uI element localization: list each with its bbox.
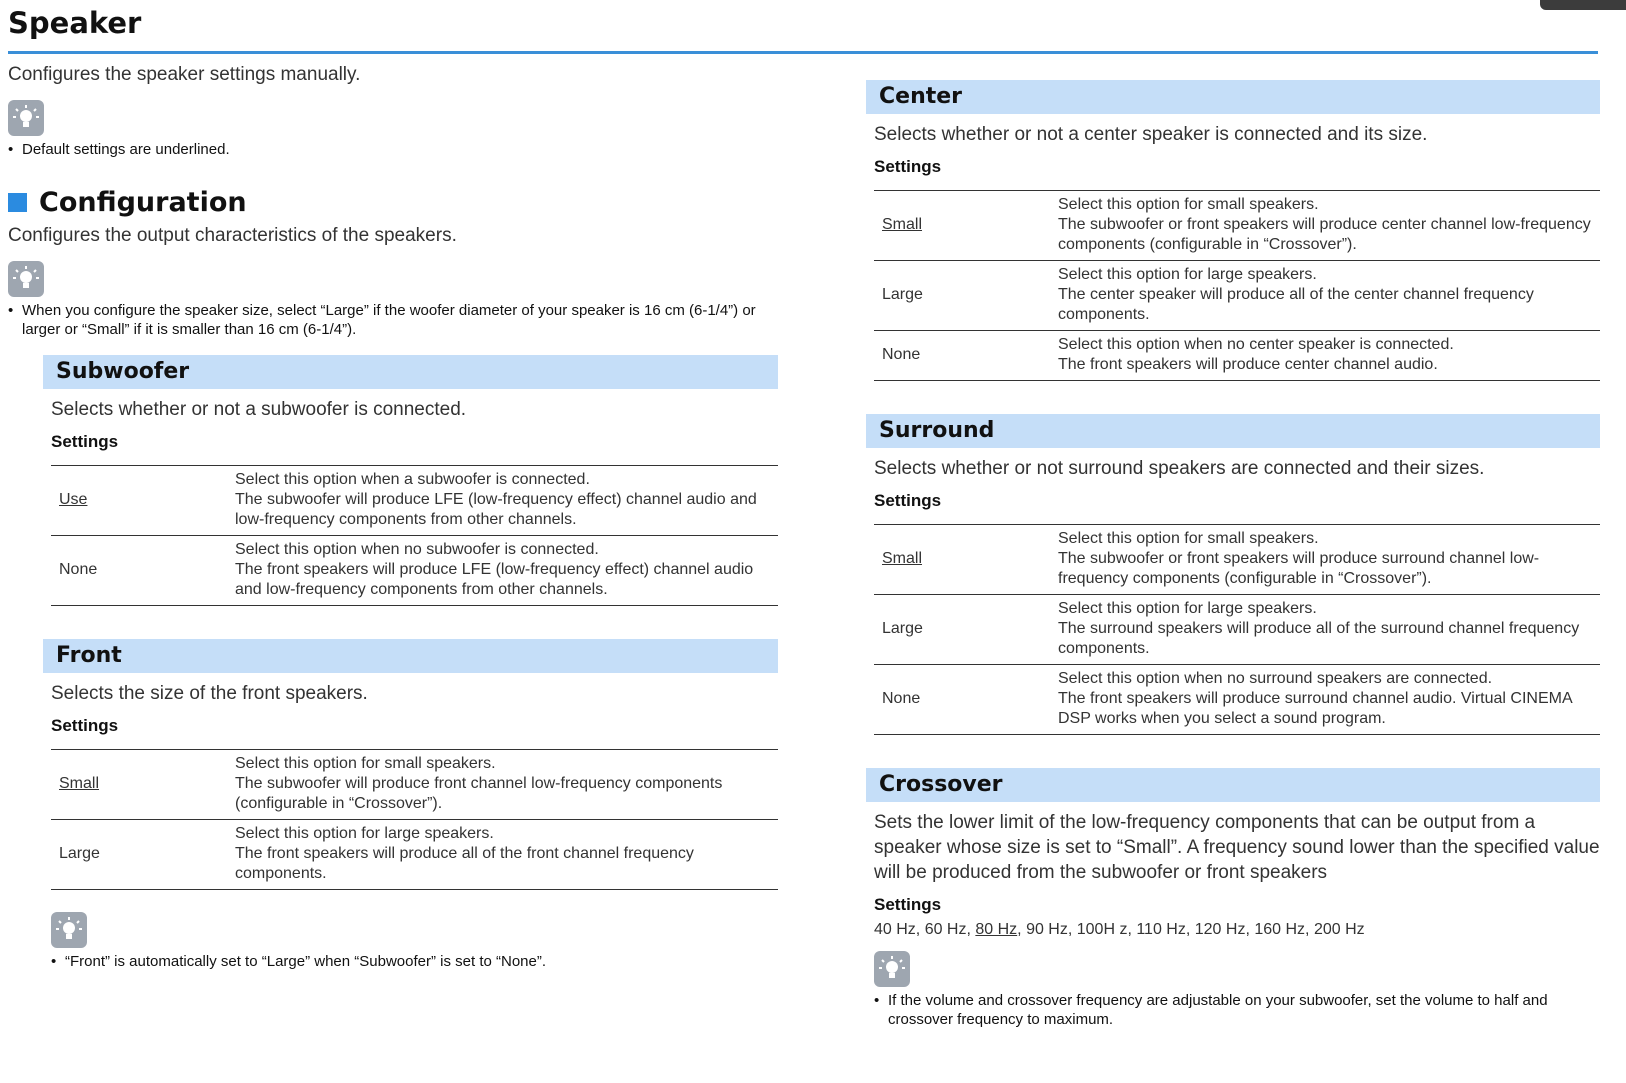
window-corner-tab: [1540, 0, 1626, 10]
option-name: None: [874, 665, 1058, 735]
option-row: [51, 466, 778, 536]
crossover-value: 90 Hz: [1026, 921, 1068, 938]
subwoofer-options-table: [51, 465, 778, 606]
option-description: [1058, 261, 1600, 331]
option-description-line: The surround speakers will produce all of the surround channel frequency components.: [1058, 620, 1580, 657]
option-rows: [51, 466, 778, 606]
crossover-section: [866, 768, 1600, 1029]
intro-text: Configures the speaker settings manually.: [8, 64, 361, 85]
center-desc: Selects whether or not a center speaker is connected and its size.: [874, 124, 1428, 145]
option-description-line: Select this option for large speakers.: [1058, 266, 1317, 283]
lightbulb-hint-icon: [8, 100, 44, 136]
option-description: [235, 820, 778, 890]
option-name: Large: [874, 261, 1058, 331]
crossover-desc: Sets the lower limit of the low-frequency components that can be output from a speaker whose size is set to “Small”. A frequency sound lower than the specified value will be produced from the subwoofer or front speakers: [874, 812, 1600, 883]
option-description: [235, 536, 778, 606]
front-desc: Selects the size of the front speakers.: [51, 683, 368, 704]
option-row: [874, 331, 1600, 381]
option-rows: [874, 525, 1600, 735]
subwoofer-heading: Subwoofer: [43, 355, 778, 389]
crossover-value: 60 Hz: [924, 921, 967, 938]
option-name: Small: [51, 750, 235, 820]
option-description-line: The subwoofer or front speakers will produce center channel low-frequency components (configurable in “Crossover”).: [1058, 216, 1591, 253]
option-row: [51, 750, 778, 820]
option-name: None: [874, 331, 1058, 381]
option-row: [874, 595, 1600, 665]
option-description-line: Select this option when no center speaker is connected.: [1058, 336, 1454, 353]
option-row: [874, 665, 1600, 735]
right-column: [866, 80, 1600, 1029]
subwoofer-section: [43, 355, 778, 606]
lightbulb-hint-icon: [874, 951, 910, 987]
crossover-value: 80 Hz: [975, 921, 1018, 938]
configuration-title: Configuration: [39, 186, 247, 218]
option-name: Small: [874, 525, 1058, 595]
option-description-line: Select this option for large speakers.: [1058, 600, 1317, 617]
option-description: [235, 750, 778, 820]
option-description-line: The subwoofer will produce front channel low-frequency components (configurable in “Crossover”).: [235, 775, 723, 812]
crossover-note: • If the volume and crossover frequency are adjustable on your subwoofer, set the volume to half and crossover frequency to maximum.: [874, 991, 1600, 1029]
option-rows: [51, 750, 778, 890]
option-row: [874, 191, 1600, 261]
option-description-line: Select this option for large speakers.: [235, 825, 494, 842]
center-section: [866, 80, 1600, 381]
settings-label: Settings: [874, 157, 942, 176]
option-description: [1058, 191, 1600, 261]
option-name: Large: [874, 595, 1058, 665]
option-description-line: Select this option when no subwoofer is connected.: [235, 541, 599, 558]
center-options-table: [874, 190, 1600, 381]
settings-label: Settings: [51, 432, 119, 451]
option-description-line: Select this option for small speakers.: [1058, 196, 1319, 213]
option-description: [1058, 331, 1600, 381]
option-name: Large: [51, 820, 235, 890]
front-heading: Front: [43, 639, 778, 673]
option-description-line: Select this option when a subwoofer is connected.: [235, 471, 590, 488]
settings-label: Settings: [874, 491, 942, 510]
heading-square-icon: [8, 193, 27, 212]
crossover-values: 40 Hz, 60 Hz, 80 Hz, 90 Hz, 100H z, 110 Hz, 120 Hz, 160 Hz, 200 Hz: [874, 921, 1365, 938]
option-description-line: Select this option for small speakers.: [1058, 530, 1319, 547]
surround-options-table: [874, 524, 1600, 735]
left-column: [8, 62, 778, 971]
crossover-value: 40 Hz: [874, 921, 916, 938]
configuration-desc: Configures the output characteristics of the speakers.: [8, 225, 457, 246]
option-name: Use: [51, 466, 235, 536]
configuration-heading: [8, 185, 778, 219]
option-description-line: The subwoofer or front speakers will produce surround channel low-frequency components (configurable in “Crossover”).: [1058, 550, 1540, 587]
lightbulb-hint-icon: [8, 261, 44, 297]
option-rows: [874, 191, 1600, 381]
option-row: [51, 536, 778, 606]
option-description-line: The front speakers will produce surround channel audio. Virtual CINEMA DSP works when you select a sound program.: [1058, 690, 1572, 727]
settings-label: Settings: [51, 716, 119, 735]
page-title: Speaker: [8, 6, 142, 40]
option-description-line: Select this option for small speakers.: [235, 755, 496, 772]
front-section: [43, 639, 778, 971]
settings-label: Settings: [874, 895, 942, 914]
title-rule: [8, 51, 1598, 54]
option-description: [1058, 595, 1600, 665]
option-description-line: The front speakers will produce LFE (low-frequency effect) channel audio and low-frequency components from other channels.: [235, 561, 754, 598]
option-row: [51, 820, 778, 890]
subwoofer-desc: Selects whether or not a subwoofer is connected.: [51, 399, 467, 420]
default-note: • Default settings are underlined.: [8, 140, 778, 159]
front-options-table: [51, 749, 778, 890]
crossover-value: 110 Hz: [1136, 921, 1186, 938]
option-name: None: [51, 536, 235, 606]
surround-section: [866, 414, 1600, 735]
center-heading: Center: [866, 80, 1600, 114]
option-description-line: The front speakers will produce all of the front channel frequency components.: [235, 845, 694, 882]
crossover-value: 160 Hz: [1254, 921, 1306, 938]
option-description-line: The front speakers will produce center channel audio.: [1058, 356, 1438, 373]
option-description: [1058, 665, 1600, 735]
surround-heading: Surround: [866, 414, 1600, 448]
option-row: [874, 525, 1600, 595]
option-description: [235, 466, 778, 536]
option-description-line: Select this option when no surround speakers are connected.: [1058, 670, 1493, 687]
crossover-value: 200 Hz: [1313, 921, 1365, 938]
crossover-value: 120 Hz: [1194, 921, 1246, 938]
option-row: [874, 261, 1600, 331]
crossover-heading: Crossover: [866, 768, 1600, 802]
surround-desc: Selects whether or not surround speakers are connected and their sizes.: [874, 458, 1485, 479]
lightbulb-hint-icon: [51, 912, 87, 948]
option-description-line: The subwoofer will produce LFE (low-frequency effect) channel audio and low-frequency components from other channels.: [235, 491, 757, 528]
front-note: • “Front” is automatically set to “Large” when “Subwoofer” is set to “None”.: [51, 952, 778, 971]
option-description-line: The center speaker will produce all of the center channel frequency components.: [1058, 286, 1534, 323]
configuration-note: • When you configure the speaker size, select “Large” if the woofer diameter of your speaker is 16 cm (6-1/4”) or larger or “Small” if it is smaller than 16 cm (6-1/4”).: [8, 301, 778, 339]
option-description: [1058, 525, 1600, 595]
option-name: Small: [874, 191, 1058, 261]
crossover-value: 100H z: [1076, 921, 1128, 938]
